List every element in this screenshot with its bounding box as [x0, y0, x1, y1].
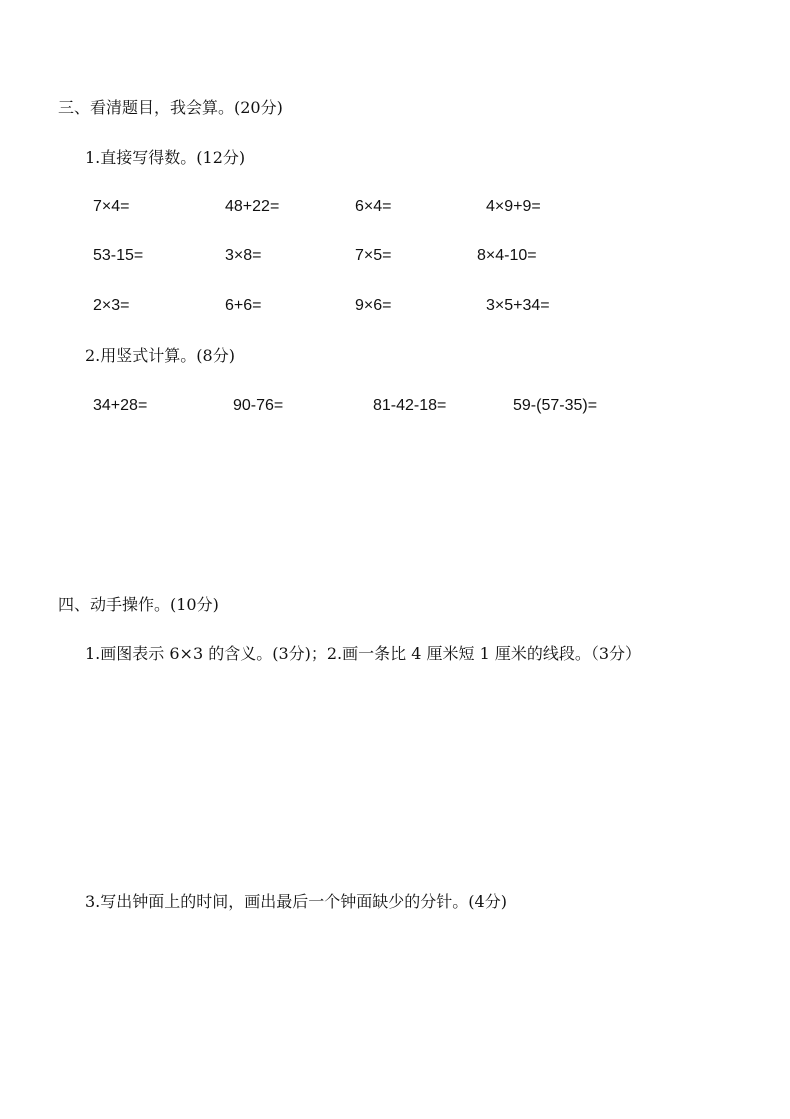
vertical-calc-item: 90-76=: [233, 397, 284, 414]
mental-math-item: 3×8=: [225, 247, 262, 264]
vertical-calc-item: 81-42-18=: [373, 397, 447, 414]
mental-math-item: 9×6=: [355, 297, 392, 314]
q3-clock-instruction: 3.写出钟面上的时间，画出最后一个钟面缺少的分针。(4分): [85, 892, 507, 911]
mental-math-item: 6×4=: [355, 198, 392, 215]
q2-title: 2.用竖式计算。(8分): [85, 346, 235, 365]
mental-math-item: 3×5+34=: [486, 297, 550, 314]
mental-math-item: 6+6=: [225, 297, 262, 314]
q1-title: 1.直接写得数。(12分): [85, 148, 246, 167]
mental-math-item: 4×9+9=: [486, 198, 541, 215]
mental-math-item: 8×4-10=: [477, 247, 537, 264]
vertical-calc-item: 34+28=: [93, 397, 148, 414]
mental-math-item: 7×4=: [93, 198, 130, 215]
mental-math-item: 7×5=: [355, 247, 392, 264]
mental-math-item: 48+22=: [225, 198, 280, 215]
q1-q2-drawing-instructions: 1.画图表示 6×3 的含义。(3分)；2.画一条比 4 厘米短 1 厘米的线段。（3分）: [85, 644, 642, 663]
section4-title: 四、动手操作。(10分): [58, 595, 219, 614]
section3-title: 三、看清题目，我会算。(20分): [58, 98, 283, 117]
mental-math-item: 53-15=: [93, 247, 144, 264]
mental-math-item: 2×3=: [93, 297, 130, 314]
vertical-calc-item: 59-(57-35)=: [513, 397, 598, 414]
